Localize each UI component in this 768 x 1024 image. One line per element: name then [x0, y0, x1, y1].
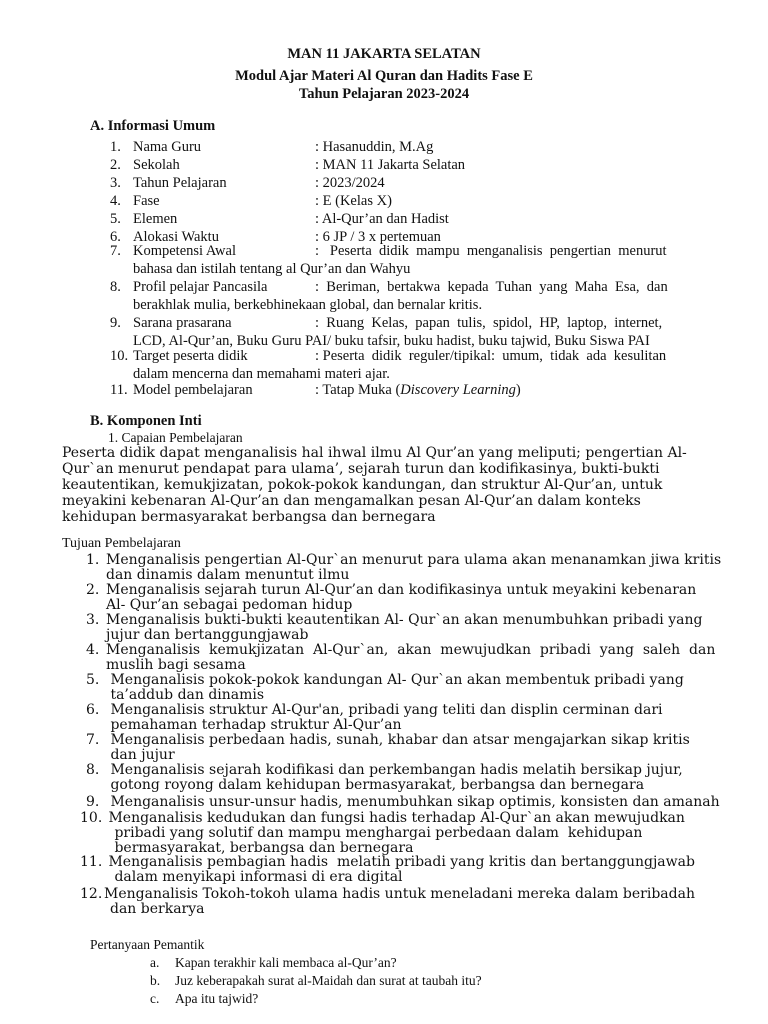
info-row-number: 1.	[110, 139, 121, 155]
tp-item-number: 6.	[86, 702, 100, 718]
tp-item-line: pemahaman terhadap struktur Al-Qur’an	[106, 717, 402, 733]
tp-item-number: 3.	[86, 612, 100, 628]
info-row-label: Alokasi Waktu	[133, 229, 219, 245]
pp-item-letter: c.	[150, 991, 160, 1006]
cp-paragraph	[62, 445, 702, 525]
tp-item-line: dan berkarya	[110, 901, 205, 917]
tp-item-number: 7.	[86, 732, 100, 748]
tp-item-number: 1.	[86, 552, 100, 568]
tp-item-line: dalam menyikapi informasi di era digital	[110, 869, 403, 885]
info-row-value: : Hasanuddin, M.Ag	[315, 139, 434, 155]
module-title: Modul Ajar Materi Al Quran dan Hadits Fase E	[235, 68, 533, 84]
section-b-title: B. Komponen Inti	[90, 413, 202, 429]
info-row-label: Kompetensi Awal	[133, 243, 236, 259]
tp-item-line: Menganalisis kemukjizatan Al-Qur`an, akan mewujudkan pribadi yang saleh dan	[106, 642, 716, 658]
info-row-number: 10.	[110, 348, 129, 364]
info-row-continuation: berakhlak mulia, berkebhinekaan global, dan bernalar kritis.	[133, 297, 483, 313]
cp-line: kehidupan bermasyarakat berbangsa dan bernegara	[62, 509, 436, 525]
tp-item-line: pribadi yang solutif dan mampu menghargai perbedaan dalam kehidupan	[110, 825, 643, 841]
tp-item-line: dan dinamis dalam menuntut ilmu	[106, 567, 350, 583]
tp-item-line: muslih bagi sesama	[106, 657, 246, 673]
info-row-value: : 6 JP / 3 x pertemuan	[315, 229, 441, 245]
tp-item-line: Menganalisis pengertian Al-Qur`an menurut para ulama akan menanamkan jiwa kritis	[106, 552, 722, 568]
pp-heading: Pertanyaan Pemantik	[90, 937, 205, 952]
tp-item-line: Menganalisis bukti-bukti keautentikan Al- Qur`an akan menumbuhkan pribadi yang	[106, 612, 703, 628]
cp-subheading: 1. Capaian Pembelajaran	[108, 430, 243, 445]
info-row-value: : Peserta didik mampu menganalisis pengertian menurut	[315, 243, 667, 259]
pp-item-text: Juz keberapakah surat al-Maidah dan surat at taubah itu?	[175, 973, 482, 988]
academic-year: Tahun Pelajaran 2023-2024	[298, 86, 470, 102]
tp-item-line: Menganalisis perbedaan hadis, sunah, khabar dan atsar mengajarkan sikap kritis	[106, 732, 690, 748]
cp-line: keautentikan, kemukjizatan, pokok-pokok kandungan, dan struktur Al-Qur’an, untuk	[62, 477, 663, 493]
tp-item-line: Menganalisis kedudukan dan fungsi hadis terhadap Al-Qur`an akan mewujudkan	[104, 810, 685, 826]
info-row-label: Tahun Pelajaran	[133, 175, 227, 191]
info-row-value: : Ruang Kelas, papan tulis, spidol, HP, laptop, internet,	[315, 315, 663, 331]
pp-item-letter: a.	[150, 955, 160, 970]
info-row-label: Sarana prasarana	[133, 315, 232, 331]
info-row-value: : MAN 11 Jakarta Selatan	[315, 157, 466, 173]
info-row-number: 4.	[110, 193, 121, 209]
tp-item-line: Al- Qur’an sebagai pedoman hidup	[106, 597, 353, 613]
info-row-number: 11.	[110, 382, 128, 398]
pp-item-text: Apa itu tajwid?	[175, 991, 259, 1006]
tp-item-line: bermasyarakat, berbangsa dan bernegara	[110, 840, 414, 856]
info-row-continuation: dalam mencerna dan memahami materi ajar.	[133, 366, 390, 382]
tp-item-number: 11.	[80, 854, 103, 870]
info-row-number: 5.	[110, 211, 121, 227]
cp-line: Qur`an menurut pendapat para ulama’, sejarah turun dan kodifikasinya, bukti-bukti	[62, 461, 660, 477]
info-row-continuation: bahasa dan istilah tentang al Qur’an dan Wahyu	[133, 261, 411, 277]
info-row-number: 6.	[110, 229, 121, 245]
info-value-text: : Tatap Muka (	[315, 382, 401, 398]
info-value-italic: Discovery Learning	[400, 382, 516, 398]
info-row-number: 7.	[110, 243, 121, 259]
info-row-value: : Peserta didik reguler/tipikal: umum, tidak ada kesulitan	[315, 348, 667, 364]
tp-item-number: 5.	[86, 672, 100, 688]
tp-item-line: Menganalisis Tokoh-tokoh ulama hadis untuk meneladani mereka dalam beribadah	[104, 886, 695, 902]
cp-line: Peserta didik dapat menganalisis hal ihwal ilmu Al Qur’an yang meliputi; pengertian Al-	[62, 445, 687, 461]
tp-item-line: ta’addub dan dinamis	[106, 687, 265, 703]
section-a-title: A. Informasi Umum	[90, 118, 216, 134]
info-row-value: : Beriman, bertakwa kepada Tuhan yang Maha Esa, dan	[315, 279, 668, 295]
tp-item-number: 10.	[80, 810, 103, 826]
info-row-label: Elemen	[133, 211, 178, 227]
tp-item-line: Menganalisis sejarah turun Al-Qur’an dan kodifikasinya untuk meyakini kebenaran	[106, 582, 697, 598]
tp-item-number: 2.	[86, 582, 100, 598]
info-row-label: Profil pelajar Pancasila	[133, 279, 268, 295]
info-row-value	[315, 381, 680, 399]
pp-item-letter: b.	[150, 973, 161, 988]
info-row-continuation: LCD, Al-Qur’an, Buku Guru PAI/ buku tafsir, buku hadist, buku tajwid, Buku Siswa PAI	[133, 333, 650, 349]
tp-item-number: 9.	[86, 794, 100, 810]
info-row-number: 8.	[110, 279, 121, 295]
tp-item-line: Menganalisis pokok-pokok kandungan Al- Qur`an akan membentuk pribadi yang	[106, 672, 684, 688]
tp-item-line: gotong royong dalam kehidupan bermasyarakat, berbangsa dan bernegara	[106, 777, 645, 793]
tp-item-line: Menganalisis unsur-unsur hadis, menumbuhkan sikap optimis, konsisten dan amanah	[106, 794, 720, 810]
tp-item-number: 8.	[86, 762, 100, 778]
tp-item-number: 4.	[86, 642, 100, 658]
info-row-label: Target peserta didik	[133, 348, 248, 364]
info-row-value: : E (Kelas X)	[315, 193, 392, 209]
tp-item-line: dan jujur	[106, 747, 175, 763]
tp-item-line: Menganalisis struktur Al-Qur'an, pribadi yang teliti dan displin cerminan dari	[106, 702, 663, 718]
tp-heading: Tujuan Pembelajaran	[62, 536, 181, 551]
info-value-end: )	[515, 382, 521, 398]
info-row-number: 3.	[110, 175, 121, 191]
info-row-number: 9.	[110, 315, 121, 331]
pp-item-text: Kapan terakhir kali membaca al-Qur’an?	[175, 955, 397, 970]
tp-item-line: jujur dan bertanggungjawab	[106, 627, 309, 643]
school-title: MAN 11 JAKARTA SELATAN	[287, 46, 481, 62]
tp-item-number: 12.	[80, 886, 103, 902]
info-row-label: Model pembelajaran	[133, 382, 253, 398]
cp-line: meyakini kebenaran Al-Qur’an dan mengamalkan pesan Al-Qur’an dalam konteks	[62, 493, 641, 509]
tp-item-line: Menganalisis sejarah kodifikasi dan perkembangan hadis melatih bersikap jujur,	[106, 762, 683, 778]
info-row-number: 2.	[110, 157, 121, 173]
info-row-label: Fase	[133, 193, 160, 209]
info-row-label: Nama Guru	[133, 139, 202, 155]
info-row-label: Sekolah	[133, 157, 180, 173]
tp-item-line: Menganalisis pembagian hadis melatih pribadi yang kritis dan bertanggungjawab	[104, 854, 695, 870]
info-row-value: : Al-Qur’an dan Hadist	[315, 211, 449, 227]
info-row-value: : 2023/2024	[315, 175, 385, 191]
